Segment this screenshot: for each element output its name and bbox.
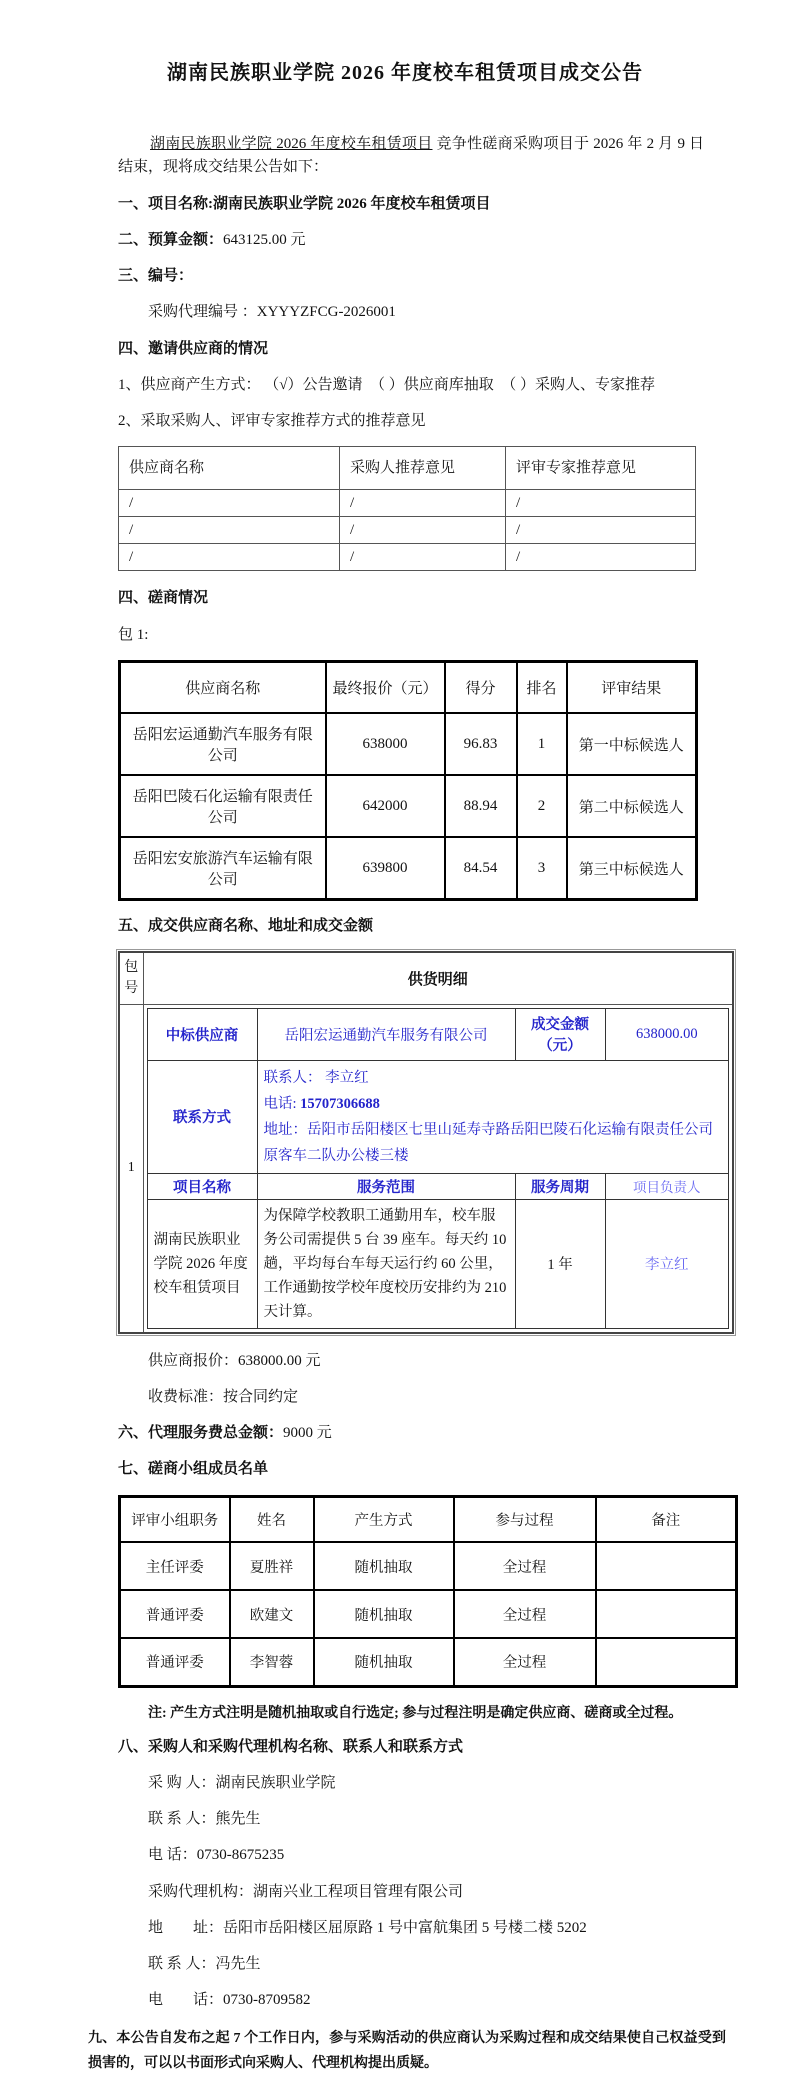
table-row [120, 713, 697, 775]
section1-label: 一、项目名称: [118, 195, 213, 212]
supply-detail-outer-table [118, 951, 734, 1334]
section3-heading [118, 265, 704, 288]
column-header: 评审小组职务 [120, 1496, 230, 1542]
table-cell: 随机抽取 [314, 1590, 454, 1638]
table-row [119, 1004, 733, 1333]
contact-address: 地址：岳阳市岳阳楼区七里山延寿寺路岳阳巴陵石化运输有限责任公司原客车二队办公楼三楼 [263, 1121, 713, 1164]
table-header-row [119, 447, 696, 490]
column-header: 供应商名称 [119, 447, 340, 490]
contact-phone-label: 电话: [263, 1095, 301, 1112]
panel-members-table [118, 1495, 738, 1688]
table-cell: / [506, 517, 696, 544]
table-cell: 96.83 [445, 713, 517, 775]
table-cell: 3 [517, 837, 567, 899]
table-cell: 主任评委 [120, 1542, 230, 1590]
column-header: 产生方式 [314, 1496, 454, 1542]
column-header: 最终报价（元） [326, 661, 445, 713]
amount-label: 成交金额（元） [515, 1008, 605, 1060]
section6-value: 9000 元 [283, 1425, 332, 1441]
supply-detail-inner-cell [143, 1004, 733, 1333]
project-manager-cell: 李立红 [605, 1199, 729, 1328]
table-cell: 第一中标候选人 [567, 713, 697, 775]
table-cell: 全过程 [454, 1590, 596, 1638]
column-header: 姓名 [230, 1496, 314, 1542]
fee-standard-line: 收费标准：按合同约定 [148, 1388, 299, 1405]
agency-name-line: 采购代理机构：湖南兴业工程项目管理有限公司 [148, 1883, 464, 1900]
winner-name: 岳阳宏运通勤汽车服务有限公司 [257, 1008, 515, 1060]
section6-label: 六、代理服务费总金额： [118, 1425, 284, 1441]
table-cell: 642000 [326, 775, 445, 837]
column-header: 排名 [517, 661, 567, 713]
column-header: 备注 [596, 1496, 737, 1542]
contact-phone-number: 15707306688 [300, 1095, 380, 1112]
column-header: 项目名称 [147, 1173, 257, 1199]
recommendation-table [118, 446, 696, 571]
table-row [147, 1008, 729, 1060]
table-row [147, 1060, 729, 1173]
table-cell: / [340, 490, 506, 517]
section9-closing-paragraph: 九、本公告自发布之起 7 个工作日内，参与采购活动的供应商认为采购过程和成交结果使自己权益受到损害的，可以以书面形式向采购人、代理机构提出质疑。 [88, 2030, 726, 2071]
column-header: 服务范围 [257, 1173, 515, 1199]
supply-detail-title: 供货明细 [143, 952, 733, 1004]
intro-project-name: 湖南民族职业学院 2026 年度校车租赁项目 [150, 136, 433, 152]
section3-label: 三、编号： [118, 268, 194, 284]
section1-project-name [118, 193, 704, 216]
table-cell: 全过程 [454, 1542, 596, 1590]
table-cell: 普通评委 [120, 1638, 230, 1686]
table-cell: 84.54 [445, 837, 517, 899]
agency-address-line: 地 址：岳阳市岳阳楼区屈原路 1 号中富航集团 5 号楼二楼 5202 [148, 1919, 587, 1936]
table-header-row [147, 1173, 729, 1199]
table-cell: 全过程 [454, 1638, 596, 1686]
winner-detail-table [147, 1008, 730, 1329]
table-cell: 夏胜祥 [230, 1542, 314, 1590]
panel-note: 注: 产生方式注明是随机抽取或自行选定; 参与过程注明是确定供应商、磋商或全过程。 [148, 1705, 683, 1721]
section2-budget [118, 229, 704, 252]
table-cell: / [340, 544, 506, 571]
contact-person: 联系人： 李立红 [263, 1069, 369, 1086]
column-header: 服务周期 [515, 1173, 605, 1199]
contact-details [257, 1060, 729, 1173]
supplier-quote-line: 供应商报价：638000.00 元 [148, 1352, 321, 1369]
table-cell: 随机抽取 [314, 1638, 454, 1686]
package-label: 包 1: [118, 626, 149, 643]
purchaser-phone-line: 电 话：0730-8675235 [148, 1847, 285, 1864]
section2-label: 二、预算金额： [118, 231, 224, 248]
section2-value: 643125.00 元 [223, 231, 306, 248]
project-name-cell: 湖南民族职业学院 2026 年度校车租赁项目 [147, 1199, 257, 1328]
winner-label: 中标供应商 [147, 1008, 257, 1060]
amount-value: 638000.00 [605, 1008, 729, 1060]
supplier-method-line: 1、供应商产生方式： （√）公告邀请 （ ）供应商库抽取 （ ）采购人、专家推荐 [118, 376, 655, 393]
table-cell: 1 [517, 713, 567, 775]
agency-phone-line: 电 话：0730-8709582 [148, 1992, 311, 2009]
table-cell: 638000 [326, 713, 445, 775]
table-row [119, 517, 696, 544]
table-cell: 第三中标候选人 [567, 837, 697, 899]
section4-invite-heading: 四、邀请供应商的情况 [118, 340, 269, 357]
table-cell: / [119, 517, 340, 544]
table-cell: / [506, 490, 696, 517]
purchaser-contact-line: 联 系 人：熊先生 [148, 1811, 261, 1827]
agency-number-line [118, 301, 704, 324]
contact-label: 联系方式 [147, 1060, 257, 1173]
package-number-value: 1 [119, 1004, 143, 1333]
negotiation-results-table [118, 660, 698, 901]
table-cell: 岳阳巴陵石化运输有限责任公司 [120, 775, 326, 837]
recommend-method-line: 2、采取采购人、评审专家推荐方式的推荐意见 [118, 413, 426, 429]
table-row [119, 952, 733, 1004]
section7-heading: 七、磋商小组成员名单 [118, 1461, 269, 1478]
table-cell [596, 1638, 737, 1686]
table-row [120, 1590, 737, 1638]
table-cell: / [119, 544, 340, 571]
table-cell: 岳阳宏运通勤汽车服务有限公司 [120, 713, 326, 775]
agency-number-value: XYYYZFCG-2026001 [256, 304, 396, 321]
column-header: 项目负责人 [605, 1173, 729, 1199]
table-cell: 2 [517, 775, 567, 837]
section8-heading: 八、采购人和采购代理机构名称、联系人和联系方式 [118, 1738, 464, 1755]
table-row [119, 490, 696, 517]
table-cell: / [119, 490, 340, 517]
table-cell: 第二中标候选人 [567, 775, 697, 837]
section1-value: 湖南民族职业学院 2026 年度校车租赁项目 [213, 195, 491, 212]
column-header: 供应商名称 [120, 661, 326, 713]
page-title: 湖南民族职业学院 2026 年度校车租赁项目成交公告 [167, 62, 643, 84]
column-header: 评审专家推荐意见 [506, 447, 696, 490]
column-header: 得分 [445, 661, 517, 713]
intro-paragraph [118, 133, 704, 180]
table-header-row [120, 1496, 737, 1542]
package-number-column-header: 包号 [119, 952, 143, 1004]
table-row [120, 775, 697, 837]
column-header: 采购人推荐意见 [340, 447, 506, 490]
table-row [120, 837, 697, 899]
table-cell: 639800 [326, 837, 445, 899]
table-cell: 88.94 [445, 775, 517, 837]
section5-heading: 五、成交供应商名称、地址和成交金额 [118, 917, 374, 934]
section4-negotiation-heading: 四、磋商情况 [118, 590, 209, 607]
agency-contact-line: 联 系 人：冯先生 [148, 1956, 261, 1972]
table-cell: 李智蓉 [230, 1638, 314, 1686]
table-cell: / [506, 544, 696, 571]
table-cell: 欧建文 [230, 1590, 314, 1638]
table-cell: 普通评委 [120, 1590, 230, 1638]
contact-phone-line [264, 1091, 723, 1117]
agency-number-label: 采购代理编号 ： [148, 304, 257, 321]
table-cell: 岳阳宏安旅游汽车运输有限公司 [120, 837, 326, 899]
column-header: 评审结果 [567, 661, 697, 713]
table-cell [596, 1542, 737, 1590]
service-period-cell: 1 年 [515, 1199, 605, 1328]
table-row [119, 544, 696, 571]
intro-rest: 竞争性磋商采购项目于 2026 年 2 月 9 日结束，现将成交结果公告如下： [118, 136, 704, 176]
table-cell [596, 1590, 737, 1638]
table-row [120, 1542, 737, 1590]
table-cell: 随机抽取 [314, 1542, 454, 1590]
table-cell: / [340, 517, 506, 544]
table-row [147, 1199, 729, 1328]
table-header-row [120, 661, 697, 713]
purchaser-line: 采 购 人：湖南民族职业学院 [148, 1774, 336, 1791]
section6-agency-fee [118, 1422, 704, 1445]
table-row [120, 1638, 737, 1686]
column-header: 参与过程 [454, 1496, 596, 1542]
service-scope-cell: 为保障学校教职工通勤用车，校车服务公司需提供 5 台 39 座车。每天约 10 趟，平均每台车每天运行约 60 公里，工作通勤按学校年度校历安排约为 210 天计算。 [257, 1199, 515, 1328]
